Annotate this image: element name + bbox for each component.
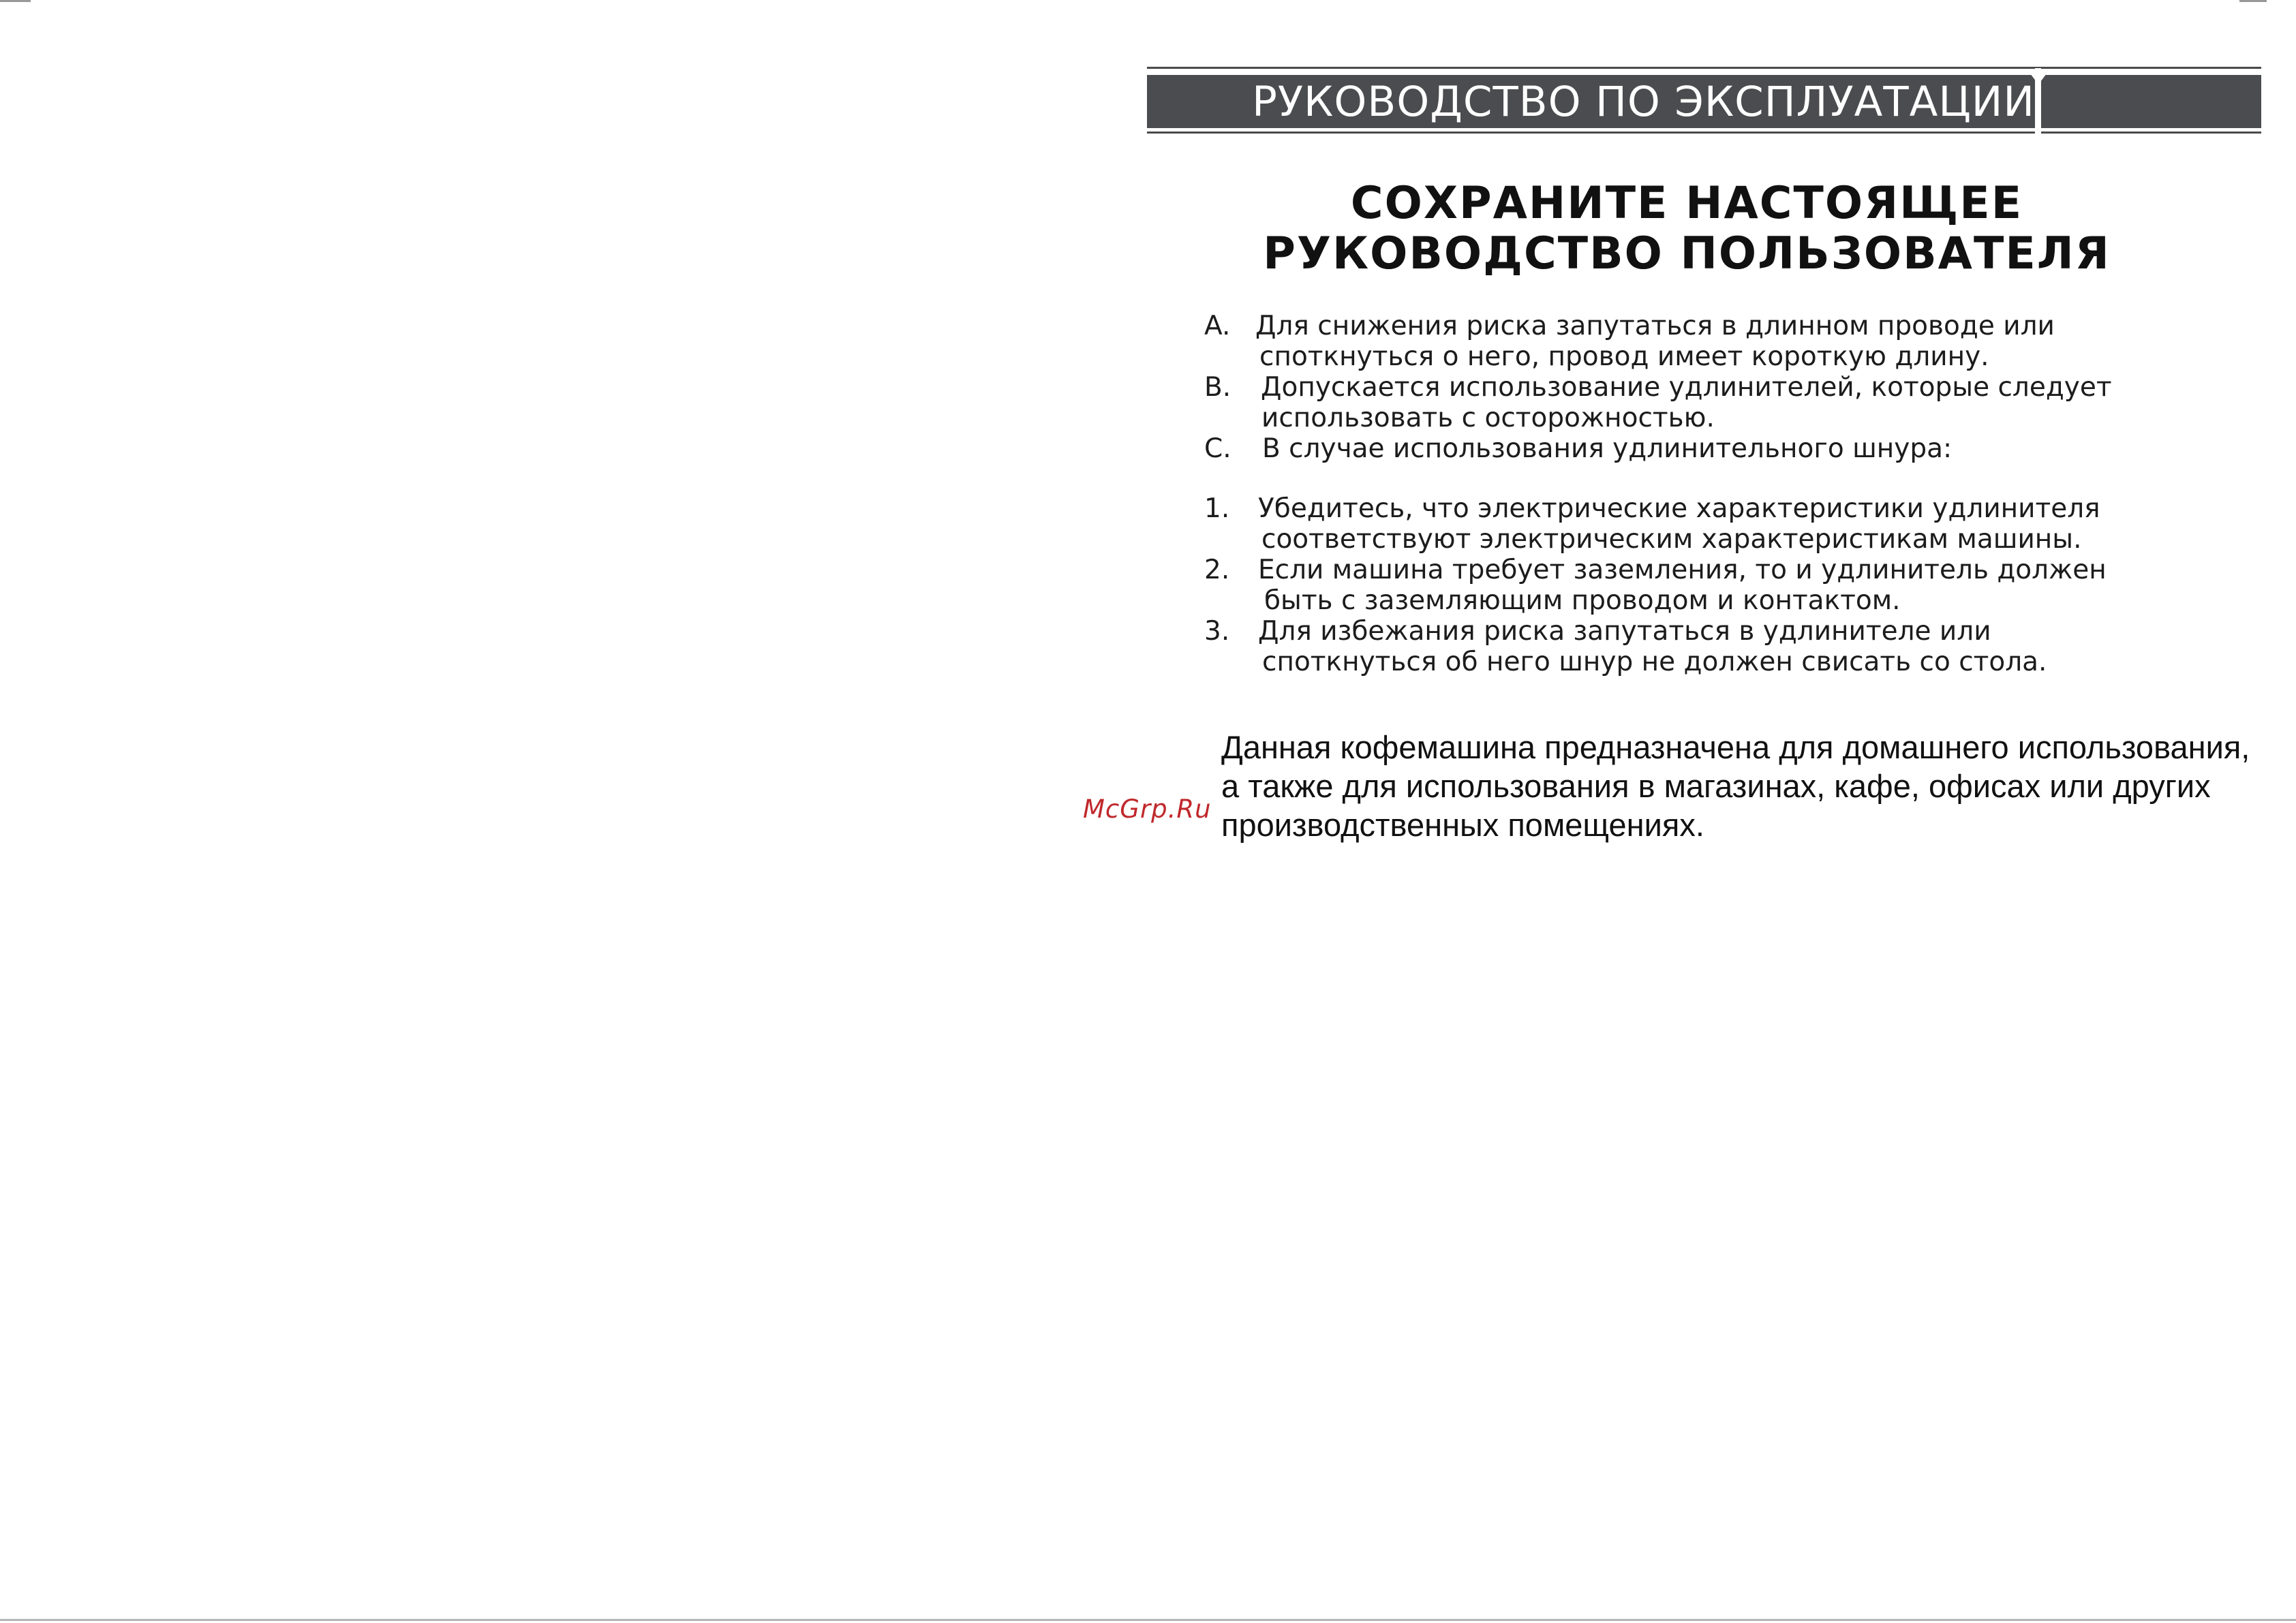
watermark-text: McGrp.Ru bbox=[1083, 794, 1212, 824]
list-item-text: Допускается использование удлинителей, которые следует bbox=[1261, 372, 2112, 403]
list-marker: 2. bbox=[1204, 555, 1230, 585]
list-item-a bbox=[1204, 311, 2112, 372]
list-marker: B. bbox=[1204, 372, 1231, 403]
list-item-text: Для избежания риска запутаться в удлинителе или bbox=[1258, 616, 1991, 647]
heading-line-2: РУКОВОДСТВО ПОЛЬЗОВАТЕЛЯ bbox=[1263, 228, 2111, 279]
list-item-text: Для снижения риска запутаться в длинном проводе или bbox=[1255, 311, 2055, 341]
numbered-item-2 bbox=[1204, 555, 2107, 616]
list-item-text: В случае использования удлинительного шнура: bbox=[1262, 433, 1953, 464]
page-heading bbox=[1227, 179, 2147, 279]
list-item-continuation: споткнуться о него, провод имеет короткую длину. bbox=[1259, 341, 1989, 372]
numbered-list bbox=[1204, 493, 2107, 677]
list-item-continuation: споткнуться об него шнур не должен свисать со стола. bbox=[1262, 647, 2047, 677]
crop-mark-right bbox=[2239, 0, 2267, 2]
heading-line-1: СОХРАНИТЕ НАСТОЯЩЕЕ bbox=[1350, 178, 2023, 229]
list-item-text: Убедитесь, что электрические характеристики удлинителя bbox=[1258, 493, 2100, 524]
list-item-continuation: использовать с осторожностью. bbox=[1261, 403, 1715, 433]
list-item-text: Если машина требует заземления, то и удлинитель должен bbox=[1258, 555, 2107, 585]
numbered-item-3 bbox=[1204, 616, 2107, 677]
crop-mark-left bbox=[0, 0, 31, 2]
description-line-2: а также для использования в магазинах, кафе, офисах или других bbox=[1221, 768, 2211, 804]
description-line-1: Данная кофемашина предназначена для домашнего использования, bbox=[1221, 729, 2250, 765]
description-line-3: производственных помещениях. bbox=[1221, 807, 1704, 843]
list-item-continuation: быть с заземляющим проводом и контактом. bbox=[1264, 585, 1901, 616]
list-marker: 1. bbox=[1204, 493, 1230, 524]
list-item-c bbox=[1204, 433, 2112, 464]
header-top-rule bbox=[1147, 67, 2261, 69]
list-marker: 3. bbox=[1204, 616, 1230, 647]
description-paragraph bbox=[1221, 728, 2250, 844]
list-marker: A. bbox=[1204, 311, 1231, 341]
list-item-continuation: соответствуют электрическим характеристикам машины. bbox=[1261, 524, 2082, 555]
lettered-list bbox=[1204, 311, 2112, 464]
page-bottom-rule bbox=[0, 1619, 2296, 1621]
list-item-b bbox=[1204, 372, 2112, 433]
header-title: РУКОВОДСТВО ПО ЭКСПЛУАТАЦИИ bbox=[1252, 77, 2035, 126]
numbered-item-1 bbox=[1204, 493, 2107, 555]
list-marker: C. bbox=[1204, 433, 1231, 464]
header-bottom-rule bbox=[1147, 132, 2261, 134]
